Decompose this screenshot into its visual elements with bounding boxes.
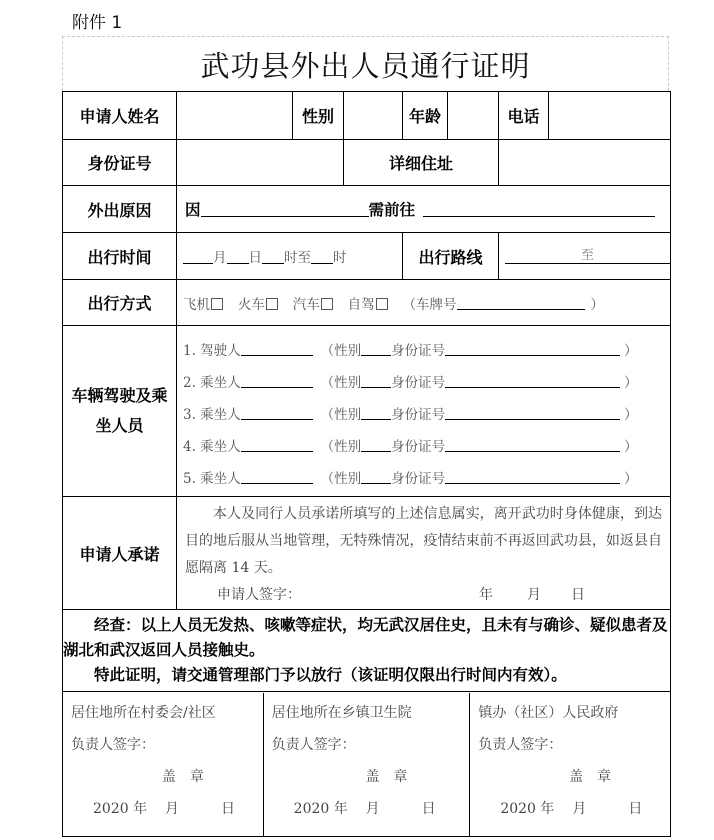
passenger-name-blank[interactable] bbox=[241, 373, 313, 388]
commit-year: 年 bbox=[479, 587, 493, 603]
row-signatures bbox=[63, 692, 671, 837]
destination-blank[interactable] bbox=[423, 202, 655, 217]
signature-org: 镇办（社区）人民政府 bbox=[478, 704, 619, 721]
passenger-row bbox=[177, 333, 670, 365]
signature-block bbox=[470, 693, 670, 836]
commit-day: 日 bbox=[571, 587, 585, 603]
checkbox-icon bbox=[321, 298, 333, 310]
phone-label: 电话 bbox=[499, 92, 549, 140]
transport-label: 出行方式 bbox=[63, 280, 177, 326]
checkbox-icon bbox=[266, 298, 278, 310]
passenger-close: ） bbox=[624, 438, 638, 455]
passenger-prefix: 4. 乘坐人 bbox=[183, 438, 241, 455]
row-applicant bbox=[63, 92, 671, 140]
passenger-id-blank[interactable] bbox=[445, 469, 620, 484]
attachment-label: 附件 1 bbox=[72, 13, 123, 33]
time-cell bbox=[177, 233, 403, 280]
document-title: 武功县外出人员通行证明 bbox=[200, 48, 531, 83]
signature-signer[interactable]: 负责人签字： bbox=[71, 736, 155, 753]
plate-label: （车牌号 bbox=[402, 296, 457, 313]
row-reason bbox=[63, 186, 671, 233]
signature-signer[interactable]: 负责人签字： bbox=[271, 736, 356, 753]
day-blank[interactable] bbox=[227, 249, 249, 264]
verification-cell bbox=[63, 610, 671, 692]
commitment-cell bbox=[177, 497, 671, 610]
signature-date: 2020 年 月 日 bbox=[93, 800, 235, 817]
time-label: 出行时间 bbox=[63, 233, 177, 280]
passenger-gender-blank[interactable] bbox=[361, 373, 391, 388]
passenger-gender-blank[interactable] bbox=[361, 469, 391, 484]
passenger-gender-blank[interactable] bbox=[361, 437, 391, 452]
plate-blank[interactable] bbox=[457, 295, 585, 310]
passenger-id-blank[interactable] bbox=[445, 373, 620, 388]
passenger-name-blank[interactable] bbox=[241, 437, 313, 452]
row-transport bbox=[63, 280, 671, 326]
passenger-close: ） bbox=[624, 406, 638, 423]
signature-block bbox=[264, 693, 471, 836]
signature-org: 居住地所在乡镇卫生院 bbox=[271, 704, 412, 721]
month-text: 月 bbox=[213, 250, 227, 266]
passenger-gender-blank[interactable] bbox=[361, 341, 391, 356]
signature-block bbox=[63, 693, 264, 836]
passenger-name-blank[interactable] bbox=[241, 469, 313, 484]
destination-text: 需前往 bbox=[368, 201, 416, 219]
signature-seal: 盖 章 bbox=[365, 768, 408, 785]
address-field[interactable] bbox=[499, 140, 671, 186]
passenger-id-label: 身份证号 bbox=[391, 342, 446, 359]
transport-cell bbox=[177, 280, 671, 326]
passenger-close: ） bbox=[624, 470, 638, 487]
row-commitment bbox=[63, 497, 671, 610]
hour-to-text: 时至 bbox=[284, 250, 311, 266]
option-bus[interactable]: 汽车 bbox=[293, 293, 335, 313]
passenger-row bbox=[177, 429, 670, 461]
passenger-gender-label: （性别 bbox=[320, 406, 362, 423]
option-plane[interactable]: 飞机 bbox=[183, 293, 225, 313]
passenger-row bbox=[177, 397, 670, 429]
checkbox-icon bbox=[376, 298, 388, 310]
passenger-id-blank[interactable] bbox=[445, 437, 620, 452]
certification-text: 特此证明，请交通管理部门予以放行（该证明仅限出行时间内有效）。 bbox=[94, 666, 567, 684]
route-cell[interactable] bbox=[499, 233, 671, 280]
phone-field[interactable] bbox=[549, 92, 671, 140]
signature-seal: 盖 章 bbox=[569, 768, 612, 785]
route-blank[interactable]: 至 bbox=[505, 249, 670, 264]
day-text: 日 bbox=[248, 250, 262, 266]
id-field[interactable] bbox=[177, 140, 344, 186]
signature-date: 2020 年 月 日 bbox=[293, 800, 436, 817]
gender-field[interactable] bbox=[344, 92, 403, 140]
signature-seal: 盖 章 bbox=[161, 768, 204, 785]
hour-to-blank[interactable] bbox=[311, 249, 333, 264]
applicant-signature-label: 申请人签字： bbox=[217, 587, 301, 603]
passenger-prefix: 5. 乘坐人 bbox=[183, 470, 241, 487]
permit-form-table bbox=[62, 91, 671, 837]
gender-label: 性别 bbox=[293, 92, 344, 140]
route-label: 出行路线 bbox=[403, 233, 499, 280]
passenger-id-label: 身份证号 bbox=[391, 406, 446, 423]
reason-blank[interactable] bbox=[201, 202, 369, 217]
option-self-drive[interactable]: 自驾 bbox=[348, 293, 390, 313]
passenger-close: ） bbox=[624, 374, 638, 391]
passenger-gender-label: （性别 bbox=[320, 470, 362, 487]
row-passengers bbox=[63, 326, 671, 497]
passenger-row bbox=[177, 461, 670, 493]
hour-from-blank[interactable] bbox=[262, 249, 284, 264]
checkbox-icon bbox=[211, 298, 223, 310]
commitment-text: 本人及同行人员承诺所填写的上述信息属实，离开武功时身体健康，到达目的地后服从当地管理，无特殊情况，疫情结束前不再返回武功县，如返县自愿隔离 14 天。 bbox=[185, 506, 662, 576]
passenger-id-label: 身份证号 bbox=[391, 438, 446, 455]
row-verification bbox=[63, 610, 671, 692]
id-label: 身份证号 bbox=[63, 140, 177, 186]
passenger-name-blank[interactable] bbox=[241, 341, 313, 356]
signature-date: 2020 年 月 日 bbox=[500, 800, 643, 817]
because-text: 因 bbox=[185, 201, 201, 219]
passenger-prefix: 1. 驾驶人 bbox=[183, 342, 241, 359]
plate-close: ） bbox=[590, 296, 604, 313]
address-label: 详细住址 bbox=[344, 140, 499, 186]
reason-label: 外出原因 bbox=[63, 186, 177, 233]
passenger-id-label: 身份证号 bbox=[391, 470, 446, 487]
passenger-row bbox=[177, 365, 670, 397]
age-label: 年龄 bbox=[403, 92, 448, 140]
signature-org: 居住地所在村委会/社区 bbox=[71, 704, 216, 721]
signature-signer[interactable]: 负责人签字： bbox=[478, 736, 563, 753]
row-id bbox=[63, 140, 671, 186]
option-train[interactable]: 火车 bbox=[238, 293, 280, 313]
passenger-id-label: 身份证号 bbox=[391, 374, 446, 391]
month-blank[interactable] bbox=[183, 249, 213, 264]
passenger-prefix: 2. 乘坐人 bbox=[183, 374, 241, 391]
row-time bbox=[63, 233, 671, 280]
verification-text: 经查：以上人员无发热、咳嗽等症状，均无武汉居住史，且未有与确诊、疑似患者及湖北和武汉返回人员接触史。 bbox=[63, 616, 668, 659]
reason-cell bbox=[177, 186, 671, 233]
hour-text: 时 bbox=[333, 250, 347, 266]
title-box bbox=[62, 36, 669, 91]
passenger-id-blank[interactable] bbox=[445, 405, 620, 420]
passenger-gender-label: （性别 bbox=[320, 438, 362, 455]
signatures-cell bbox=[63, 692, 671, 837]
commitment-label: 申请人承诺 bbox=[63, 497, 177, 610]
commit-month: 月 bbox=[527, 587, 541, 603]
passenger-prefix: 3. 乘坐人 bbox=[183, 406, 241, 423]
passengers-cell bbox=[177, 326, 671, 497]
name-field[interactable] bbox=[177, 92, 293, 140]
passenger-close: ） bbox=[624, 342, 638, 359]
passengers-label: 车辆驾驶及乘坐人员 bbox=[63, 326, 177, 497]
passenger-gender-label: （性别 bbox=[320, 342, 362, 359]
passenger-gender-label: （性别 bbox=[320, 374, 362, 391]
age-field[interactable] bbox=[448, 92, 499, 140]
passenger-gender-blank[interactable] bbox=[361, 405, 391, 420]
passenger-id-blank[interactable] bbox=[445, 341, 620, 356]
passenger-name-blank[interactable] bbox=[241, 405, 313, 420]
name-label: 申请人姓名 bbox=[63, 92, 177, 140]
